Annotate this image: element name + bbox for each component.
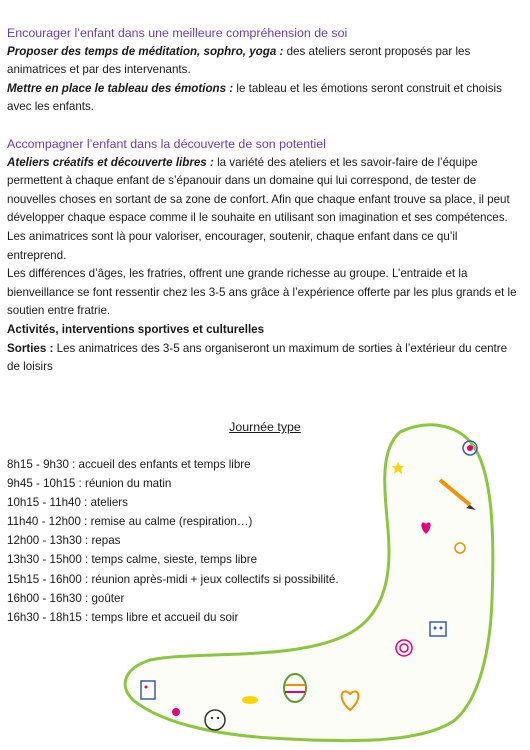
paragraph-lead: Proposer des temps de méditation, sophro, yoga : <box>7 44 284 58</box>
paragraph <box>7 43 517 80</box>
paragraph-text: Les animatrices des 3-5 ans organiseront un maximum de sorties à l’extérieur du centre de loisirs <box>7 341 508 374</box>
paragraph-text: le tableau et les émotions seront construit et choisis avec les enfants. <box>7 81 502 114</box>
schedule-item: 8h15 - 9h30 : accueil des enfants et temps libre <box>7 458 251 471</box>
paragraph: Les animatrices sont là pour valoriser, encourager, soutenir, chaque enfant dans ce qu’il entreprend. <box>7 229 458 262</box>
paragraph <box>7 154 517 228</box>
paragraph: Les différences d’âges, les fratries, offrent une grande richesse au groupe. L’entraide et la bienveillance se font ressentir chez les 3-5 ans grâce à l’expérience offerte par les plus grands et le soutien entre fratrie. <box>7 267 517 318</box>
paragraph-text: la variété des ateliers et les savoir-faire de l’équipe permettent à chaque enfant de s’épanouir dans un domaine qui lui correspond, de tester de nouvelles choses en sortant de sa zone de confort. Afin que chaque enfant trouve sa place, il peut développer chaque espace comme il le souhaite en utilisant son imagination et ses compétences. <box>7 155 510 225</box>
schedule-item: 13h30 - 15h00 : temps calme, sieste, temps libre <box>7 553 258 567</box>
doodle-ball-icon <box>172 708 180 716</box>
schedule-item: 16h30 - 18h15 : temps libre et accueil du soir <box>7 610 239 624</box>
schedule-title: Journée type <box>229 420 301 434</box>
schedule-item: 15h15 - 16h00 : réunion après-midi + jeux collectifs si possibilité. <box>7 572 339 586</box>
activities-heading: Activités, interventions sportives et culturelles <box>7 322 265 336</box>
schedule-item: 11h40 - 12h00 : remise au calme (respiration…) <box>7 515 253 529</box>
paragraph-lead: Ateliers créatifs et découverte libres : <box>7 155 214 169</box>
section-heading: Accompagner l’enfant dans la découverte de son potentiel <box>7 137 326 151</box>
schedule-item: 12h00 - 13h30 : repas <box>7 534 121 548</box>
schedule-list <box>7 455 339 627</box>
paragraph-text: des ateliers seront proposés par les animatrices et par des intervenants. <box>7 44 471 77</box>
section-potential <box>7 135 517 377</box>
doodle-fish-icon <box>242 696 258 704</box>
paragraph <box>7 80 517 117</box>
schedule-item: 9h45 - 10h15 : réunion du matin <box>7 477 172 491</box>
schedule-item: 16h00 - 16h30 : goûter <box>7 591 125 605</box>
section-self-understanding <box>7 24 517 117</box>
paragraph <box>7 340 517 377</box>
paragraph-lead: Mettre en place le tableau des émotions : <box>7 81 234 95</box>
section-heading: Encourager l’enfant dans une meilleure compréhension de soi <box>7 26 348 40</box>
paragraph-lead: Sorties : <box>7 341 54 355</box>
schedule-item: 10h15 - 11h40 : ateliers <box>7 496 128 510</box>
